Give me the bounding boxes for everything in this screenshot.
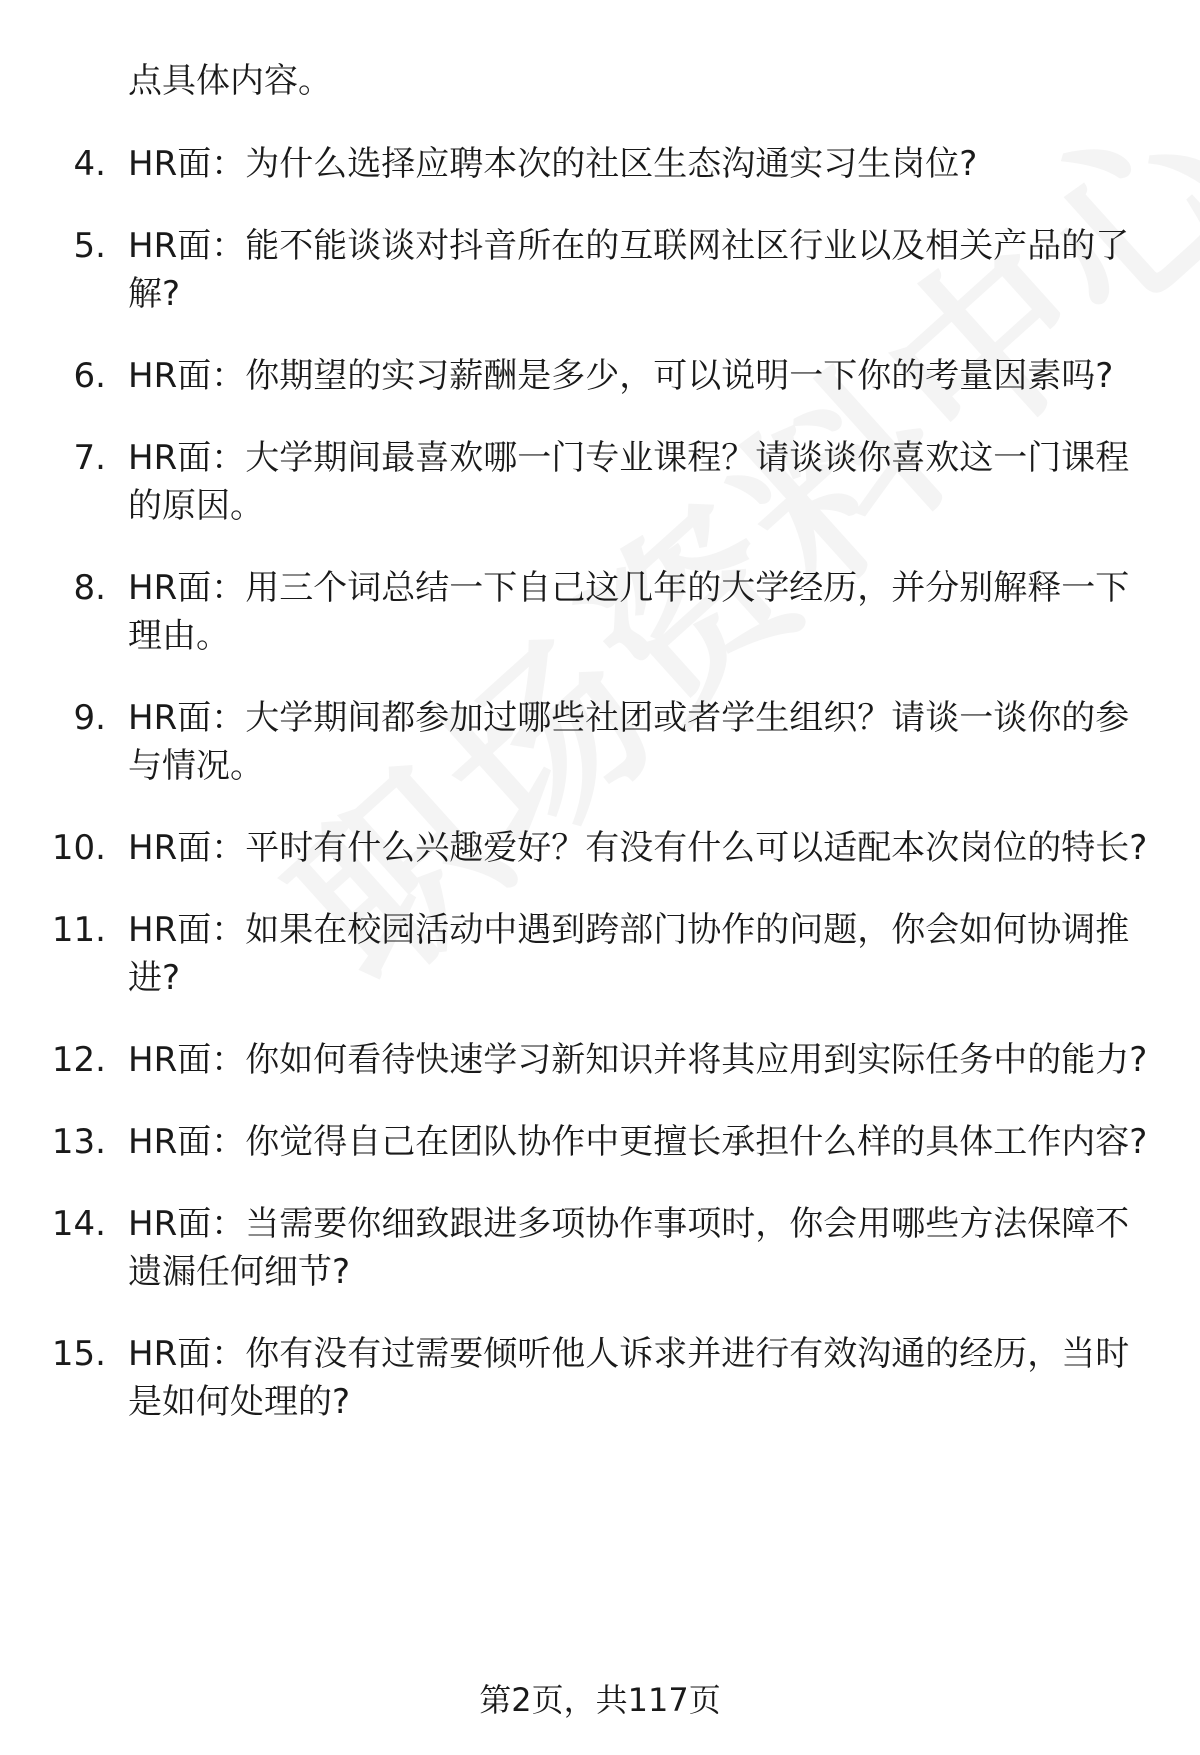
question-text: HR面：大学期间最喜欢哪一门专业课程？请谈谈你喜欢这一门课程的原因。	[128, 438, 1130, 526]
question-number: 4.	[73, 144, 106, 184]
list-item	[0, 1200, 1200, 1296]
question-number: 14.	[51, 1204, 106, 1244]
question-text: HR面：如果在校园活动中遇到跨部门协作的问题，你会如何协调推进?	[128, 910, 1130, 998]
question-text: HR面：你有没有过需要倾听他人诉求并进行有效沟通的经历，当时是如何处理的?	[128, 1334, 1130, 1422]
question-number: 8.	[73, 568, 106, 608]
question-text: HR面：用三个词总结一下自己这几年的大学经历，并分别解释一下理由。	[128, 568, 1130, 656]
question-text: HR面：为什么选择应聘本次的社区生态沟通实习生岗位?	[128, 144, 978, 184]
list-item	[0, 1036, 1200, 1084]
question-number: 12.	[51, 1040, 106, 1080]
question-text: HR面：平时有什么兴趣爱好？有没有什么可以适配本次岗位的特长?	[128, 828, 1148, 868]
question-number: 10.	[51, 828, 106, 868]
list-item	[0, 222, 1200, 318]
question-text: HR面：能不能谈谈对抖音所在的互联网社区行业以及相关产品的了解?	[128, 226, 1130, 314]
list-item	[0, 434, 1200, 530]
list-item	[0, 564, 1200, 660]
question-text: HR面：大学期间都参加过哪些社团或者学生组织？请谈一谈你的参与情况。	[128, 698, 1130, 786]
question-number: 15.	[51, 1334, 106, 1374]
continuation-text: 点具体内容。	[128, 61, 332, 101]
list-item	[0, 140, 1200, 188]
question-list	[0, 140, 1200, 1460]
list-item	[0, 906, 1200, 1002]
question-text: HR面：你期望的实习薪酬是多少，可以说明一下你的考量因素吗?	[128, 356, 1114, 396]
question-number: 6.	[73, 356, 106, 396]
question-number: 9.	[73, 698, 106, 738]
question-text: HR面：你如何看待快速学习新知识并将其应用到实际任务中的能力?	[128, 1040, 1148, 1080]
question-number: 13.	[51, 1122, 106, 1162]
page-footer: 第2页，共117页	[479, 1681, 721, 1719]
question-number: 7.	[73, 438, 106, 478]
question-text: HR面：你觉得自己在团队协作中更擅长承担什么样的具体工作内容?	[128, 1122, 1148, 1162]
question-text: HR面：当需要你细致跟进多项协作事项时，你会用哪些方法保障不遗漏任何细节?	[128, 1204, 1130, 1292]
list-item	[0, 824, 1200, 872]
list-item	[0, 694, 1200, 790]
question-number: 11.	[51, 910, 106, 950]
list-item	[0, 1330, 1200, 1426]
list-item	[0, 1118, 1200, 1166]
question-number: 5.	[73, 226, 106, 266]
list-item	[0, 352, 1200, 400]
